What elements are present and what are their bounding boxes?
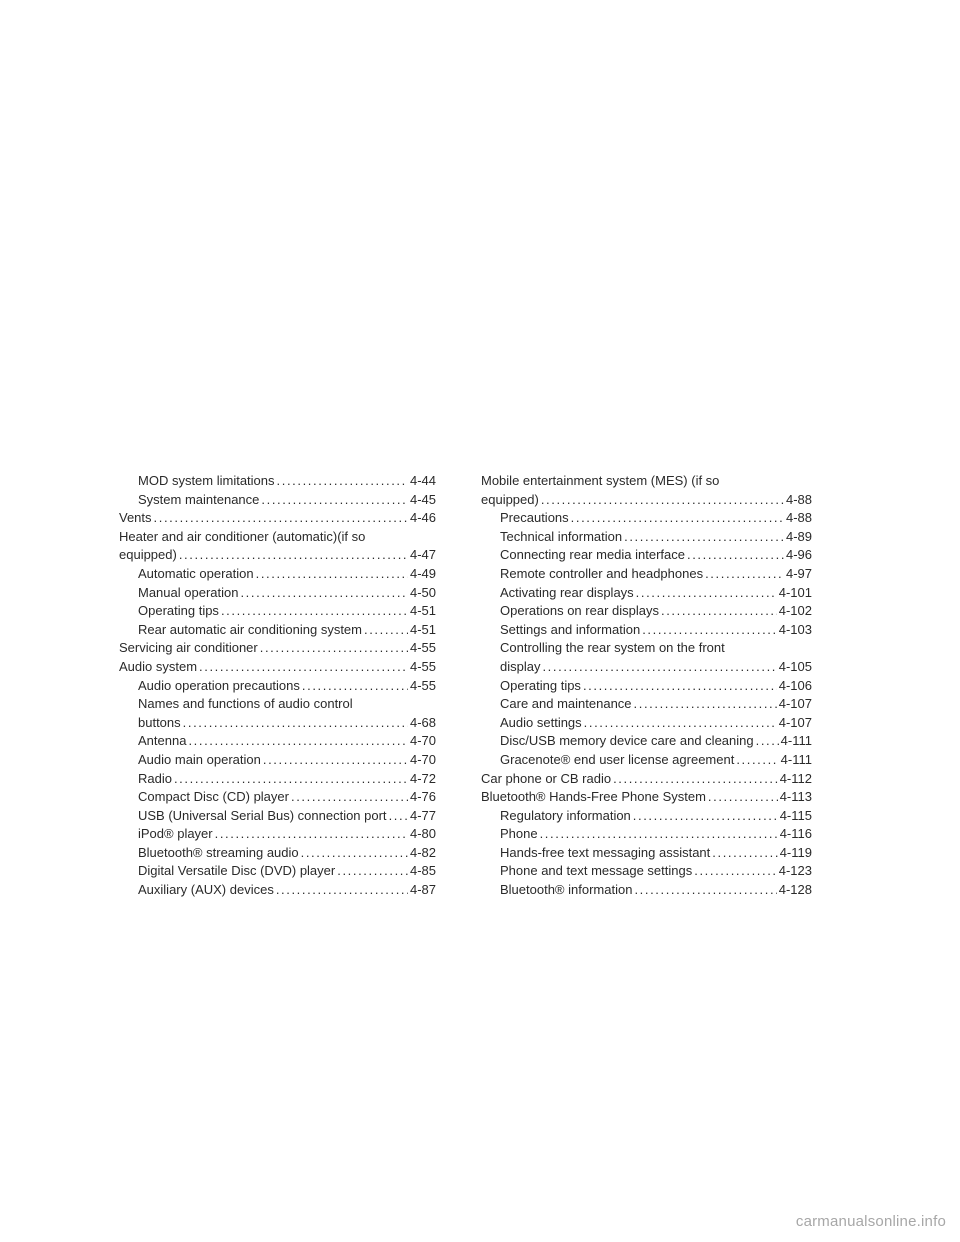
- toc-entry[interactable]: [481, 528, 812, 547]
- dot-leader: [215, 825, 408, 844]
- toc-entry-page: 4-46: [409, 510, 436, 526]
- toc-entry[interactable]: [481, 602, 812, 621]
- toc-entry[interactable]: [481, 546, 812, 565]
- toc-entry[interactable]: [119, 565, 436, 584]
- toc-entry-page: 4-70: [409, 751, 436, 767]
- dot-leader: [736, 751, 778, 770]
- dot-leader: [188, 732, 408, 751]
- toc-entry[interactable]: [481, 844, 812, 863]
- dot-leader: [154, 509, 408, 528]
- toc-entry[interactable]: [119, 602, 436, 621]
- toc-entry-page: 4-72: [409, 770, 436, 786]
- toc-entry[interactable]: [481, 509, 812, 528]
- toc-entry-title: Servicing air conditioner: [119, 640, 258, 656]
- toc-entry[interactable]: [119, 825, 436, 844]
- toc-entry-page: 4-49: [409, 565, 436, 581]
- toc-entry[interactable]: [481, 472, 812, 509]
- toc-entry-page: 4-88: [785, 491, 812, 507]
- dot-leader: [389, 807, 408, 826]
- toc-entry-page: 4-70: [409, 733, 436, 749]
- dot-leader: [542, 658, 776, 677]
- toc-entry[interactable]: [119, 621, 436, 640]
- toc-entry-page: 4-88: [785, 510, 812, 526]
- toc-entry[interactable]: [481, 695, 812, 714]
- dot-leader: [634, 881, 776, 900]
- toc-entry[interactable]: [119, 677, 436, 696]
- toc-entry[interactable]: [481, 714, 812, 733]
- toc-entry[interactable]: [119, 807, 436, 826]
- toc-entry-title: Rear automatic air conditioning system: [138, 621, 362, 637]
- toc-entry-title: equipped): [119, 547, 177, 563]
- toc-entry-page: 4-111: [780, 733, 812, 749]
- toc-entry-page: 4-89: [785, 528, 812, 544]
- dot-leader: [221, 602, 408, 621]
- toc-entry-page: 4-106: [778, 677, 812, 693]
- toc-entry-title: Audio system: [119, 658, 198, 674]
- dot-leader: [199, 658, 408, 677]
- toc-entry-title: MOD system limitations: [138, 473, 275, 488]
- toc-entry-title-line1: Names and functions of audio control: [138, 696, 353, 712]
- toc-entry-page: 4-119: [779, 844, 812, 860]
- toc-entry-page: 4-115: [779, 807, 812, 823]
- toc-entry[interactable]: [481, 751, 812, 770]
- toc-entry-title: Automatic operation: [138, 565, 254, 581]
- dot-leader: [712, 844, 777, 863]
- toc-entry[interactable]: [119, 639, 436, 658]
- toc-entry-title: Settings and information: [500, 621, 641, 637]
- dot-leader: [624, 528, 784, 547]
- toc-entry-page: 4-51: [409, 603, 436, 619]
- toc-entry[interactable]: [119, 528, 436, 565]
- toc-entry-title: Radio: [138, 770, 172, 786]
- dot-leader: [302, 677, 408, 696]
- toc-entry-title: Antenna: [138, 733, 187, 749]
- toc-entry-title: buttons: [138, 714, 181, 730]
- toc-entry[interactable]: [119, 491, 436, 510]
- toc-entry-title: iPod® player: [138, 826, 213, 842]
- toc-entry-page: 4-107: [778, 696, 812, 712]
- dot-leader: [687, 546, 784, 565]
- toc-entry[interactable]: [119, 658, 436, 677]
- dot-leader: [261, 491, 408, 510]
- toc-entry-title: Bluetooth® Hands-Free Phone System: [481, 789, 706, 805]
- toc-entry[interactable]: [481, 565, 812, 584]
- toc-entry-page: 4-111: [780, 751, 812, 767]
- toc-entry-page: 4-96: [785, 547, 812, 563]
- toc-entry[interactable]: [119, 862, 436, 881]
- dot-leader: [636, 584, 777, 603]
- toc-entry-title: Technical information: [500, 528, 623, 544]
- dot-leader: [174, 770, 408, 789]
- dot-leader: [583, 677, 777, 696]
- toc-entry[interactable]: [481, 862, 812, 881]
- toc-entry-page: 4-105: [778, 658, 812, 674]
- toc-entry-title: equipped): [481, 491, 539, 507]
- toc-entry-title: Operations on rear displays: [500, 603, 659, 619]
- toc-entry-page: 4-55: [409, 640, 436, 656]
- toc-entry-title: Activating rear displays: [500, 584, 634, 600]
- toc-entry-title: Operating tips: [138, 603, 219, 619]
- toc-entry[interactable]: [119, 770, 436, 789]
- dot-leader: [277, 472, 408, 491]
- toc-entry-page: 4-103: [778, 621, 812, 637]
- toc-entry-page: 4-85: [409, 863, 436, 879]
- toc-entry[interactable]: [119, 751, 436, 770]
- toc-entry-title: Compact Disc (CD) player: [138, 789, 289, 805]
- toc-entry-title: Bluetooth® information: [500, 882, 633, 898]
- dot-leader: [540, 825, 778, 844]
- dot-leader: [705, 565, 784, 584]
- toc-entry-title: Precautions: [500, 510, 569, 526]
- dot-leader: [256, 565, 408, 584]
- dot-leader: [642, 621, 777, 640]
- watermark: carmanualsonline.info: [795, 1213, 946, 1230]
- toc-entry-title: Audio operation precautions: [138, 677, 300, 693]
- toc-entry-page: 4-80: [409, 826, 436, 842]
- toc-entry[interactable]: [119, 732, 436, 751]
- toc-entry-title: Auxiliary (AUX) devices: [138, 882, 274, 898]
- toc-entry-page: 4-102: [778, 603, 812, 619]
- dot-leader: [183, 714, 408, 733]
- dot-leader: [240, 584, 408, 603]
- toc-entry-page: 4-128: [778, 882, 812, 898]
- toc-entry-title-line1: Mobile entertainment system (MES) (if so: [481, 473, 720, 488]
- toc-entry[interactable]: [481, 621, 812, 640]
- toc-entry-title: Disc/USB memory device care and cleaning: [500, 733, 754, 749]
- toc-entry-page: 4-50: [409, 584, 436, 600]
- toc-entry-page: 4-87: [409, 882, 436, 898]
- toc-entry-title: System maintenance: [138, 491, 260, 507]
- dot-leader: [179, 546, 408, 565]
- dot-leader: [364, 621, 408, 640]
- toc-entry-title: Digital Versatile Disc (DVD) player: [138, 863, 336, 879]
- toc-entry[interactable]: [481, 788, 812, 807]
- toc-entry[interactable]: [481, 881, 812, 900]
- toc-entry-page: 4-116: [779, 826, 812, 842]
- toc-entry[interactable]: [481, 584, 812, 603]
- dot-leader: [337, 862, 408, 881]
- toc-entry-title: Remote controller and headphones: [500, 565, 704, 581]
- toc-entry-page: 4-113: [779, 789, 812, 805]
- toc-entry[interactable]: [481, 732, 812, 751]
- toc-entry-page: 4-107: [778, 714, 812, 730]
- toc-entry-title: Manual operation: [138, 584, 239, 600]
- toc-entry[interactable]: [119, 472, 436, 491]
- dot-leader: [571, 509, 784, 528]
- toc-column-right: [481, 472, 812, 900]
- toc-entry-title: Operating tips: [500, 677, 581, 693]
- toc-entry-title: Gracenote® end user license agreement: [500, 751, 735, 767]
- toc-entry[interactable]: [119, 788, 436, 807]
- toc-entry-page: 4-77: [409, 807, 436, 823]
- dot-leader: [584, 714, 777, 733]
- toc-entry-page: 4-51: [409, 621, 436, 637]
- toc-entry-title-line1: Controlling the rear system on the front: [500, 640, 725, 656]
- toc-entry-title: Care and maintenance: [500, 696, 632, 712]
- dot-leader: [260, 639, 408, 658]
- toc-entry-title: Phone: [500, 826, 538, 842]
- toc-entry-title: Car phone or CB radio: [481, 770, 612, 786]
- toc-entry[interactable]: [119, 844, 436, 863]
- dot-leader: [661, 602, 777, 621]
- toc-entry[interactable]: [481, 677, 812, 696]
- dot-leader: [301, 844, 408, 863]
- toc-entry-title: Audio main operation: [138, 751, 261, 767]
- dot-leader: [756, 732, 779, 751]
- toc-entry-page: 4-101: [778, 584, 812, 600]
- toc-entry-title-line1: Heater and air conditioner (automatic)(if so: [119, 528, 366, 544]
- toc-entry[interactable]: [119, 509, 436, 528]
- toc-entry-page: 4-44: [409, 473, 436, 488]
- toc-entry-page: 4-68: [409, 714, 436, 730]
- dot-leader: [541, 491, 784, 510]
- toc-entry-page: 4-47: [409, 547, 436, 563]
- toc-entry-title: Vents: [119, 510, 152, 526]
- toc-entry-page: 4-112: [779, 770, 812, 786]
- dot-leader: [276, 881, 408, 900]
- toc-entry-title: Regulatory information: [500, 807, 631, 823]
- toc-entry-page: 4-97: [785, 565, 812, 581]
- toc-entry-title: USB (Universal Serial Bus) connection port: [138, 807, 387, 823]
- toc-entry-page: 4-55: [409, 658, 436, 674]
- toc-entry-title: Phone and text message settings: [500, 863, 693, 879]
- toc-entry-title: Connecting rear media interface: [500, 547, 685, 563]
- toc-entry-page: 4-82: [409, 844, 436, 860]
- toc-entry[interactable]: [119, 881, 436, 900]
- dot-leader: [708, 788, 778, 807]
- toc-entry-page: 4-55: [409, 677, 436, 693]
- dot-leader: [694, 862, 777, 881]
- toc-entry-title: Hands-free text messaging assistant: [500, 844, 711, 860]
- toc-entry[interactable]: [481, 770, 812, 789]
- toc-entry[interactable]: [481, 639, 812, 676]
- toc-entry-title: Audio settings: [500, 714, 582, 730]
- toc-entry[interactable]: [119, 584, 436, 603]
- dot-leader: [634, 695, 777, 714]
- dot-leader: [613, 770, 778, 789]
- toc-entry-page: 4-45: [409, 491, 436, 507]
- toc-entry-title: Bluetooth® streaming audio: [138, 844, 299, 860]
- toc-entry[interactable]: [481, 807, 812, 826]
- toc-entry-page: 4-123: [778, 863, 812, 879]
- toc-entry[interactable]: [119, 695, 436, 732]
- dot-leader: [291, 788, 408, 807]
- toc-entry-title: display: [500, 658, 541, 674]
- dot-leader: [263, 751, 408, 770]
- dot-leader: [633, 807, 778, 826]
- toc-entry-page: 4-76: [409, 789, 436, 805]
- toc-column-left: [119, 472, 436, 900]
- toc-entry[interactable]: [481, 825, 812, 844]
